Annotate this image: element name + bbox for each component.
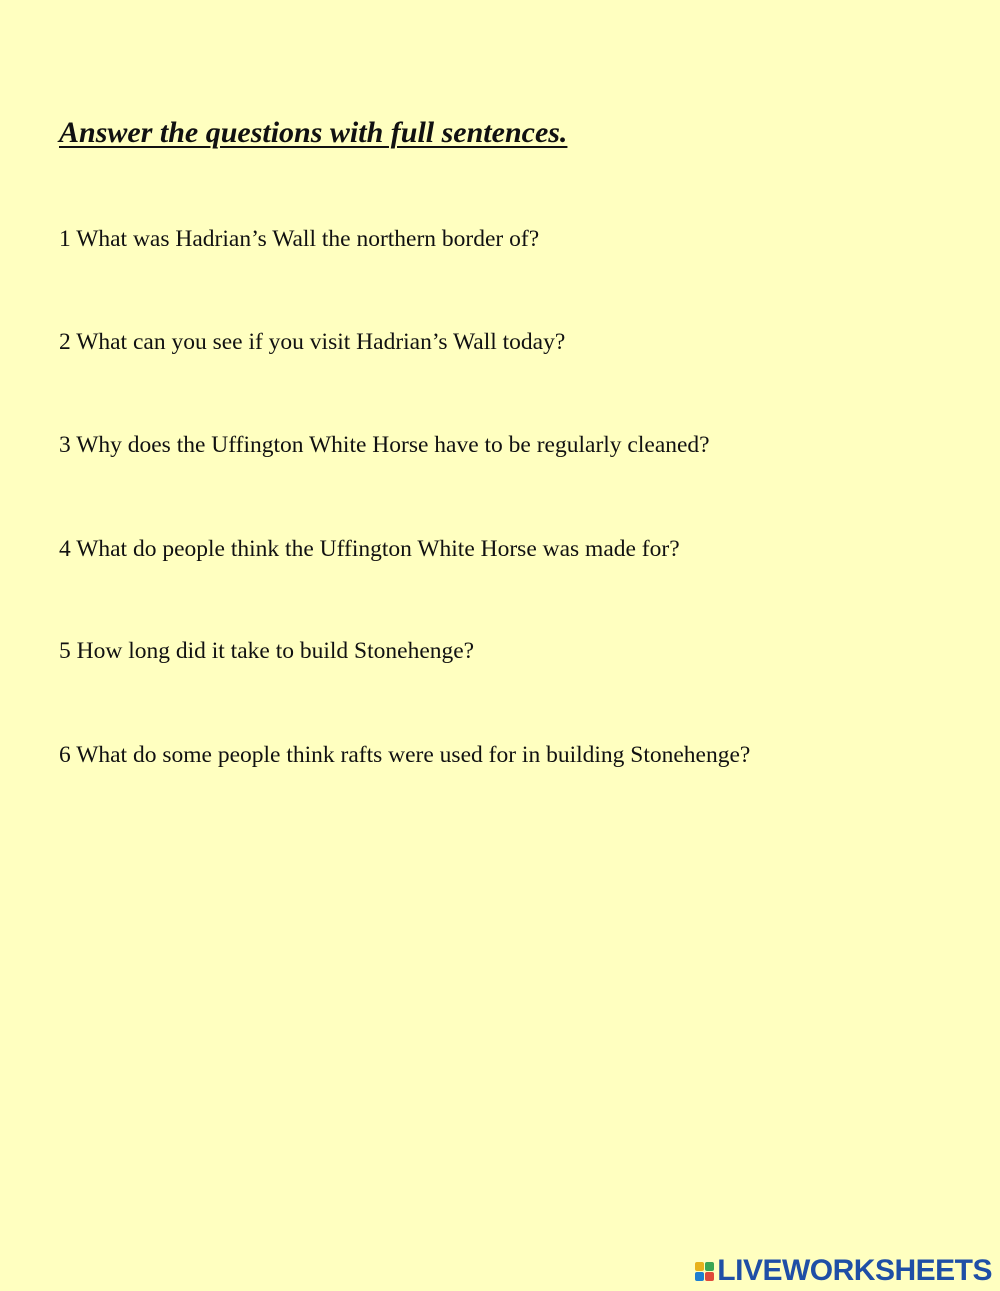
question-1: 1 What was Hadrian’s Wall the northern border of?	[59, 226, 540, 252]
question-6: 6 What do some people think rafts were used for in building Stonehenge?	[59, 742, 751, 768]
liveworksheets-logo-icon	[695, 1262, 714, 1281]
question-3: 3 Why does the Uffington White Horse have to be regularly cleaned?	[59, 432, 710, 458]
logo-tile	[695, 1262, 704, 1271]
page-title: Answer the questions with full sentences.	[59, 116, 568, 149]
question-5: 5 How long did it take to build Stonehenge?	[59, 638, 475, 664]
logo-tile	[695, 1272, 704, 1281]
logo-tile	[705, 1262, 714, 1271]
liveworksheets-logo[interactable]	[695, 1254, 992, 1288]
question-2: 2 What can you see if you visit Hadrian’s Wall today?	[59, 329, 566, 355]
question-4: 4 What do people think the Uffington White Horse was made for?	[59, 536, 680, 562]
logo-tile	[705, 1272, 714, 1281]
brand-name: LIVEWORKSHEETS	[717, 1254, 992, 1287]
